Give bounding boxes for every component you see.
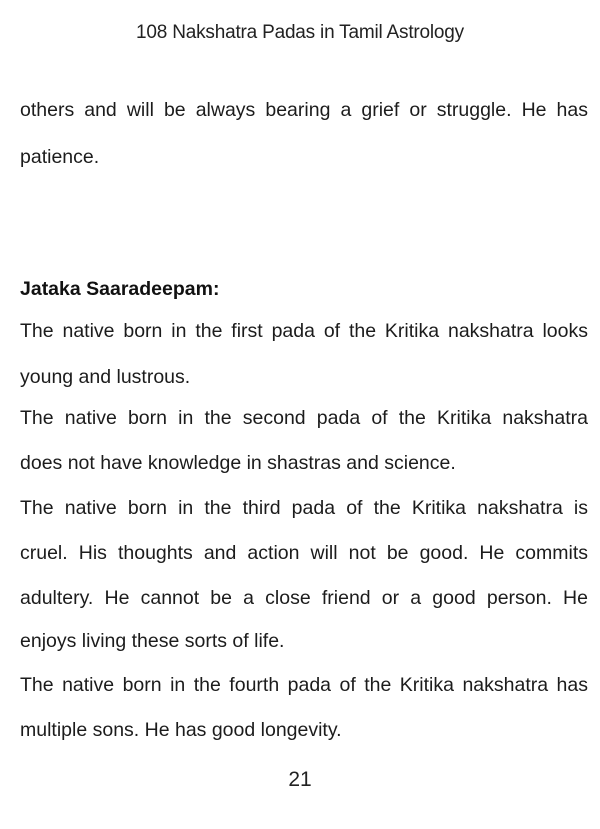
body-text-line: The native born in the second pada of the Kritika nakshatra: [20, 407, 588, 429]
body-text-line: The native born in the fourth pada of the Kritika nakshatra has: [20, 674, 588, 696]
body-text-line: The native born in the first pada of the Kritika nakshatra looks: [20, 320, 588, 342]
page-header-title: 108 Nakshatra Padas in Tamil Astrology: [136, 22, 464, 43]
body-text-line: young and lustrous.: [20, 366, 191, 388]
section-heading: Jataka Saaradeepam:: [20, 278, 220, 300]
body-text-line: The native born in the third pada of the Kritika nakshatra is: [20, 497, 588, 519]
body-text-line: multiple sons. He has good longevity.: [20, 719, 342, 741]
body-text-line: does not have knowledge in shastras and science.: [20, 452, 456, 474]
page-number: 21: [288, 768, 312, 791]
body-text-line: cruel. His thoughts and action will not be good. He commits: [20, 542, 588, 564]
body-text-line: adultery. He cannot be a close friend or a good person. He: [20, 587, 588, 609]
body-text-line: enjoys living these sorts of life.: [20, 630, 285, 652]
body-text-line: patience.: [20, 146, 100, 168]
body-text-line: others and will be always bearing a grief or struggle. He has: [20, 99, 588, 121]
